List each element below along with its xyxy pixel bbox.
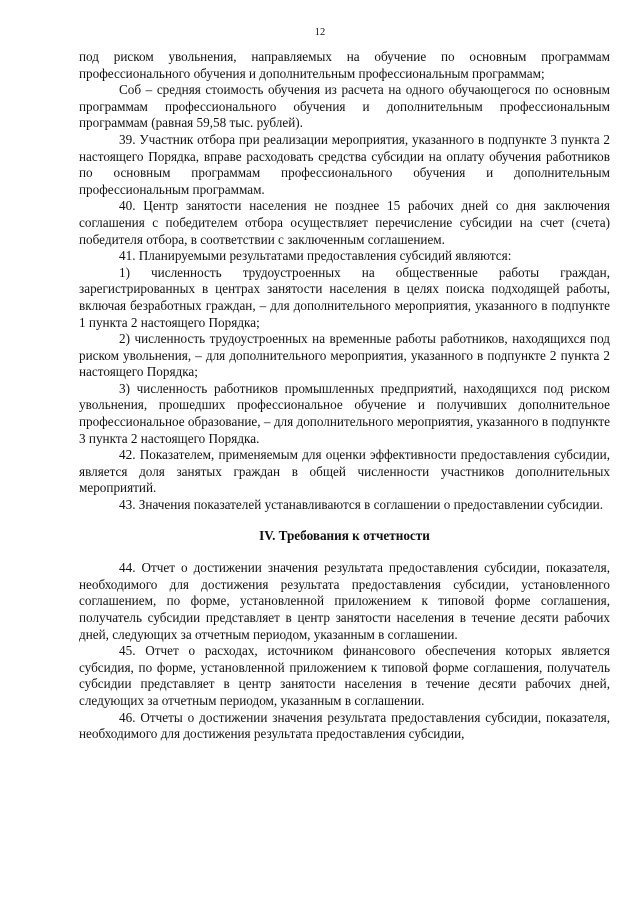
paragraph: 44. Отчет о достижении значения результата предоставления субсидии, показателя, необходимого для достижения результата предоставления субсидии, установленного соглашением, по форме, установленной приложением к типовой форме соглашения, получатель субсидии представляет в центр занятости населения в течение десяти рабочих дней, следующих за отчетным периодом, указанным в соглашении.	[79, 560, 610, 642]
paragraph: Соб – средняя стоимость обучения из расчета на одного обучающегося по основным программам профессионального обучения и дополнительным профессиональным программам (равная 59,58 тыс. рублей).	[79, 82, 610, 131]
section-heading: IV. Требования к отчетности	[259, 527, 430, 543]
paragraph: 1) численность трудоустроенных на общественные работы граждан, зарегистрированных в центрах занятости населения в целях поиска подходящей работы, включая безработных граждан, – для дополнительного мероприятия, указанного в подпункте 1 пункта 2 настоящего Порядка;	[79, 264, 610, 330]
paragraph: 2) численность трудоустроенных на временные работы работников, находящихся под риском увольнения, – для дополнительного мероприятия, указанного в подпункте 2 пункта 2 настоящего Порядка;	[79, 331, 610, 380]
paragraph: 39. Участник отбора при реализации мероприятия, указанного в подпункте 3 пункта 2 настоящего Порядка, вправе расходовать средства субсидии на оплату обучения работников по основным программам профессионального обучения и дополнительным профессиональным программам.	[79, 131, 610, 197]
paragraph: 40. Центр занятости населения не позднее 15 рабочих дней со дня заключения соглашения с победителем отбора осуществляет перечисление субсидии на счет (счета) победителя отбора, в соответствии с заключенным соглашением.	[79, 198, 610, 247]
paragraph: 45. Отчет о расходах, источником финансового обеспечения которых является субсидия, по форме, установленной приложением к типовой форме соглашения, получатель субсидии представляет в центр занятости населения в течение десяти рабочих дней, следующих за отчетным периодом, указанным в соглашении.	[79, 643, 610, 708]
paragraph: 43. Значения показателей устанавливаются в соглашении о предоставлении субсидии.	[119, 497, 604, 513]
document-body	[79, 49, 610, 743]
paragraphs-after-section	[79, 560, 610, 743]
paragraphs-before-section	[79, 49, 610, 514]
paragraph: 41. Планируемыми результатами предоставления субсидий являются:	[119, 248, 512, 264]
paragraph: 3) численность работников промышленных предприятий, находящихся под риском увольнения, прошедших профессиональное обучение и получивших дополнительное профессиональное образование, – для дополнительного мероприятия, указанного в подпункте 3 пункта 2 настоящего Порядка.	[79, 380, 610, 446]
paragraph: 46. Отчеты о достижении значения результата предоставления субсидии, показателя, необходимого для достижения результата предоставления субсидии,	[79, 709, 610, 742]
paragraph: 42. Показателем, применяемым для оценки эффективности предоставления субсидии, является доля занятых граждан в общей численности участников дополнительных мероприятий.	[79, 447, 610, 496]
paragraph: под риском увольнения, направляемых на обучение по основным программам профессионального обучения и дополнительным профессиональным программам;	[79, 49, 610, 81]
page-number: 12	[314, 27, 326, 38]
